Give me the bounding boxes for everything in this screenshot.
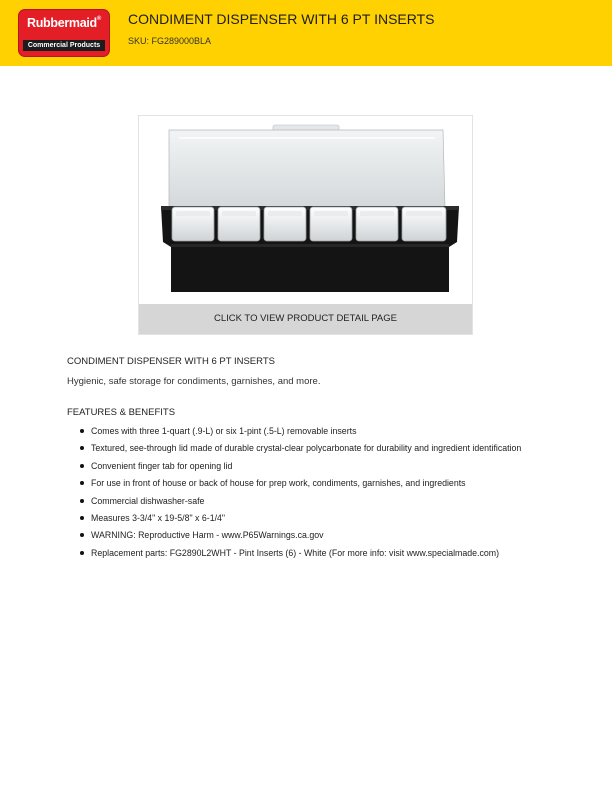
feature-item: Comes with three 1-quart (.9-L) or six 1-pint (.5-L) removable inserts — [67, 424, 587, 441]
feature-item: Measures 3-3/4" x 19-5/8" x 6-1/4" — [67, 511, 587, 528]
feature-item: Replacement parts: FG2890L2WHT - Pint Inserts (6) - White (For more info: visit www.specialmade.com) — [67, 546, 587, 563]
features-list — [67, 424, 587, 563]
logo-sub-text: Commercial Products — [23, 40, 105, 51]
feature-item: Textured, see-through lid made of durable crystal-clear polycarbonate for durability and ingredient identification — [67, 441, 587, 458]
product-description: Hygienic, safe storage for condiments, garnishes, and more. — [67, 376, 321, 387]
product-image-card[interactable] — [138, 115, 473, 335]
feature-item: For use in front of house or back of house for prep work, condiments, garnishes, and ingredients — [67, 476, 587, 493]
registered-mark-icon: ® — [96, 16, 102, 22]
product-subtitle: CONDIMENT DISPENSER WITH 6 PT INSERTS — [67, 356, 275, 367]
view-detail-button[interactable]: CLICK TO VIEW PRODUCT DETAIL PAGE — [139, 304, 472, 334]
header-bar — [0, 0, 612, 66]
feature-item: Commercial dishwasher-safe — [67, 494, 587, 511]
logo-brand-text: Rubbermaid — [26, 16, 97, 30]
page-title: CONDIMENT DISPENSER WITH 6 PT INSERTS — [128, 11, 435, 27]
features-heading: FEATURES & BENEFITS — [67, 407, 176, 418]
rubbermaid-logo[interactable] — [19, 10, 109, 56]
sku-text: SKU: FG289000BLA — [128, 36, 212, 46]
condiment-dispenser-photo-icon[interactable] — [139, 116, 472, 304]
feature-item: WARNING: Reproductive Harm - www.P65Warnings.ca.gov — [67, 528, 587, 545]
feature-item: Convenient finger tab for opening lid — [67, 459, 587, 476]
